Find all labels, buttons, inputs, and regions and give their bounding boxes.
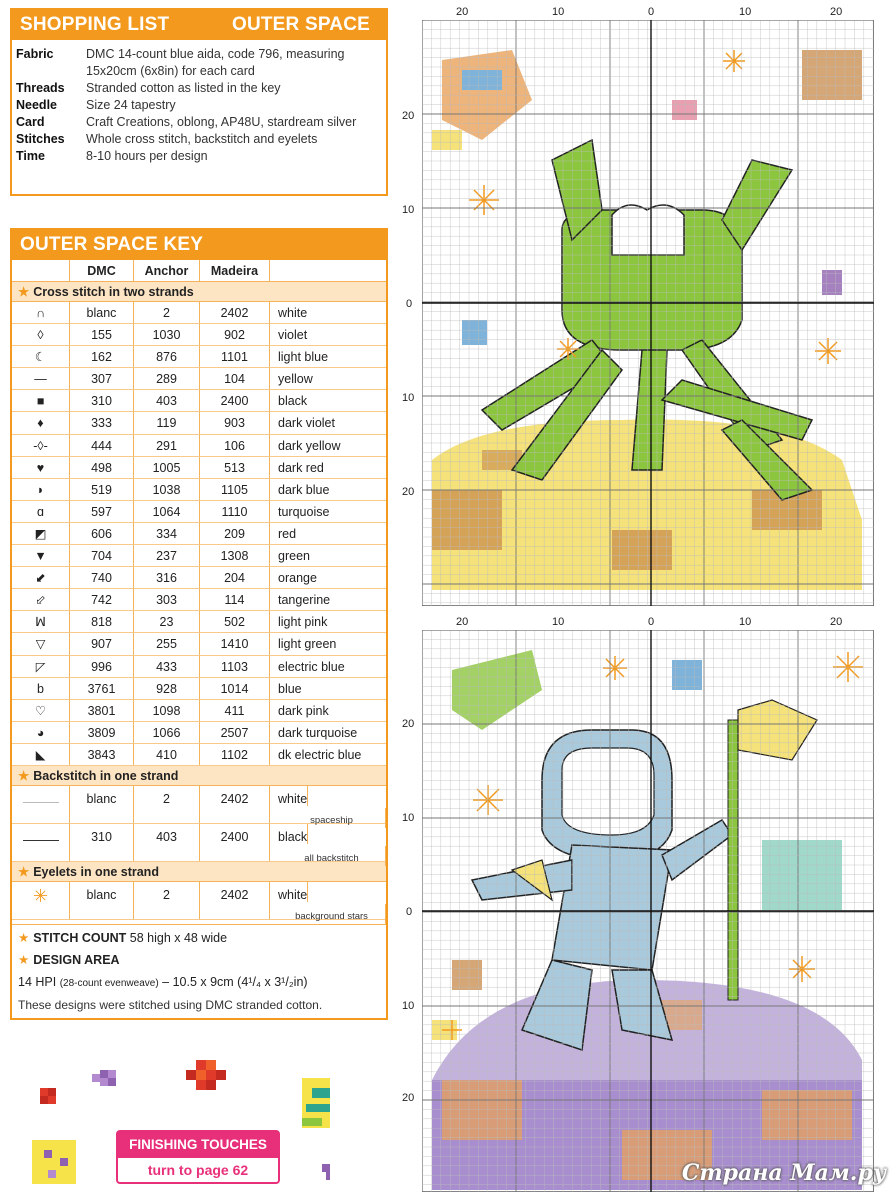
key-anchor: 316 — [134, 567, 200, 588]
key-anchor: 403 — [134, 390, 200, 411]
key-madeira: 411 — [200, 700, 270, 721]
axis-top-10-right: 10 — [739, 616, 752, 628]
key-madeira: 1014 — [200, 678, 270, 699]
key-madeira: 1101 — [200, 346, 270, 367]
key-colour-name: dk electric blue — [278, 747, 362, 762]
finishing-touches-badge[interactable] — [116, 1130, 280, 1184]
key-symbol: ▽ — [12, 633, 70, 654]
axis-side-0: 0 — [406, 298, 413, 310]
key-madeira: 2402 — [200, 302, 270, 323]
backstitch-line-white — [23, 802, 59, 803]
key-row — [12, 457, 386, 479]
key-symbol: ꟽ — [12, 611, 70, 632]
key-dmc: 704 — [70, 545, 134, 566]
key-madeira: 106 — [200, 435, 270, 456]
stitch-count: ★ STITCH COUNT 58 high x 48 wide — [18, 930, 228, 945]
key-dmc: 818 — [70, 611, 134, 632]
key-symbol: ■ — [12, 390, 70, 411]
key-symbol: b — [12, 678, 70, 699]
axis-side-20-bottom: 20 — [402, 486, 415, 498]
axis-top-10-left: 10 — [552, 616, 565, 628]
key-colour-name: violet — [278, 328, 308, 343]
key-row — [12, 589, 386, 611]
key-anchor: 334 — [134, 523, 200, 544]
key-symbol: -◊- — [12, 435, 70, 456]
backstitch-row-black: 310 403 2400 black all backstitch — [12, 824, 386, 862]
shop-row-needle: Needle Size 24 tapestry — [16, 98, 176, 112]
axis-side-20-bottom: 20 — [402, 1092, 415, 1104]
key-dmc: 996 — [70, 656, 134, 677]
axis-top-0: 0 — [648, 6, 655, 18]
key-dmc: blanc — [70, 302, 134, 323]
key-colour-name: black — [278, 394, 308, 409]
backstitch-line-black — [23, 840, 59, 841]
key-symbol: ⬃ — [12, 589, 70, 610]
key-madeira: 2507 — [200, 722, 270, 743]
star-icon: ★ — [18, 768, 30, 783]
key-colour-name: blue — [278, 681, 302, 696]
astronaut-chart — [402, 616, 874, 1192]
key-row — [12, 435, 386, 457]
key-colour-name: dark blue — [278, 482, 330, 497]
key-box — [10, 228, 388, 1020]
shopping-list-box — [10, 8, 388, 196]
alien-chart-svg — [422, 20, 874, 606]
key-colour-name: light green — [278, 637, 337, 652]
key-anchor: 1066 — [134, 722, 200, 743]
key-colour-name: orange — [278, 571, 317, 586]
key-dmc: 498 — [70, 457, 134, 478]
key-colour-name: white — [278, 306, 308, 320]
key-colour-name: tangerine — [278, 593, 331, 608]
shopping-list-title: SHOPPING LIST — [20, 14, 170, 35]
key-colour-name: dark pink — [278, 703, 329, 718]
key-row — [12, 390, 386, 412]
key-colour-name: light blue — [278, 350, 329, 365]
axis-side-20-top: 20 — [402, 110, 415, 122]
alien-chart — [402, 6, 874, 606]
key-symbol: ⬋ — [12, 567, 70, 588]
eyelet-row: ✳ blanc 2 2402 white background stars — [12, 882, 386, 920]
key-madeira: 903 — [200, 412, 270, 433]
key-madeira: 1410 — [200, 633, 270, 654]
key-anchor: 928 — [134, 678, 200, 699]
key-madeira: 114 — [200, 589, 270, 610]
axis-top-20-left: 20 — [456, 616, 469, 628]
header-dmc: DMC — [70, 260, 134, 281]
key-symbol: ☾ — [12, 346, 70, 367]
key-anchor: 876 — [134, 346, 200, 367]
key-dmc: 3809 — [70, 722, 134, 743]
key-symbol: — — [12, 368, 70, 389]
key-dmc: 333 — [70, 412, 134, 433]
key-madeira: 209 — [200, 523, 270, 544]
key-madeira: 204 — [200, 567, 270, 588]
key-colour-name: yellow — [278, 372, 313, 387]
key-anchor: 1098 — [134, 700, 200, 721]
dmc-note: These designs were stitched using DMC stranded cotton. — [18, 998, 323, 1012]
axis-side-10-bottom: 10 — [402, 1000, 415, 1012]
astronaut-chart-svg — [422, 630, 874, 1192]
key-dmc: 307 — [70, 368, 134, 389]
key-madeira: 1103 — [200, 656, 270, 677]
axis-top-10-right: 10 — [739, 6, 752, 18]
key-symbol: ♥ — [12, 457, 70, 478]
key-colour-name: dark red — [278, 460, 324, 475]
axis-top-10-left: 10 — [552, 6, 565, 18]
key-column-headers — [12, 260, 386, 282]
key-madeira: 1102 — [200, 744, 270, 765]
key-row — [12, 501, 386, 523]
design-area: ★ DESIGN AREA — [18, 952, 120, 967]
key-symbol: ◕ — [12, 722, 70, 743]
key-colour-name: electric blue — [278, 659, 345, 674]
shopping-list-theme: OUTER SPACE — [231, 14, 370, 35]
key-colour-name: red — [278, 526, 297, 541]
axis-top-20-left: 20 — [456, 6, 469, 18]
axis-side-0: 0 — [406, 906, 413, 918]
key-madeira: 2400 — [200, 390, 270, 411]
key-symbol: ♡ — [12, 700, 70, 721]
key-colour-name: dark violet — [278, 416, 335, 431]
key-anchor: 410 — [134, 744, 200, 765]
header-anchor: Anchor — [134, 260, 200, 281]
backstitch-section: ★ Backstitch in one strand — [12, 766, 386, 786]
key-madeira: 1105 — [200, 479, 270, 500]
key-colour-name: dark turquoise — [278, 725, 358, 740]
axis-side-10-top: 10 — [402, 812, 415, 824]
key-dmc: 519 — [70, 479, 134, 500]
axis-side-10-top: 10 — [402, 204, 415, 216]
finishing-touches-title: FINISHING TOUCHES — [118, 1132, 278, 1158]
key-symbol: ◊ — [12, 324, 70, 345]
cross-stitch-rows — [12, 302, 386, 766]
red-gem-small — [40, 1088, 56, 1104]
key-madeira: 902 — [200, 324, 270, 345]
violet-gem-bottom — [322, 1164, 330, 1180]
key-symbol: ▼ — [12, 545, 70, 566]
star-icon: ★ — [18, 930, 30, 945]
key-dmc: 3843 — [70, 744, 134, 765]
key-row — [12, 324, 386, 346]
eyelet-star-icon: ✳ — [12, 882, 70, 919]
key-title: OUTER SPACE KEY — [20, 234, 204, 255]
key-anchor: 2 — [134, 302, 200, 323]
star-icon: ★ — [18, 952, 30, 967]
shop-row-time: Time 8-10 hours per design — [16, 149, 208, 163]
star-icon: ★ — [18, 285, 30, 299]
shop-row-fabric: Fabric DMC 14-count blue aida, code 796, measuring 15x20cm (6x8in) for each card — [16, 47, 345, 78]
shop-row-stitches: Stitches Whole cross stitch, backstitch and eyelets — [16, 132, 318, 146]
key-madeira: 513 — [200, 457, 270, 478]
key-row — [12, 611, 386, 633]
yellow-planet-motif — [32, 1140, 76, 1184]
key-dmc: 907 — [70, 633, 134, 654]
site-watermark: Страна Мам.ру — [681, 1160, 886, 1186]
key-row — [12, 656, 386, 678]
key-anchor: 1005 — [134, 457, 200, 478]
key-anchor: 291 — [134, 435, 200, 456]
key-colour-name: green — [278, 549, 310, 564]
key-row — [12, 545, 386, 567]
key-anchor: 1064 — [134, 501, 200, 522]
key-symbol: ◩ — [12, 523, 70, 544]
key-row — [12, 368, 386, 390]
key-symbol: ♦ — [12, 412, 70, 433]
key-dmc: 444 — [70, 435, 134, 456]
key-anchor: 1030 — [134, 324, 200, 345]
key-symbol: ◣ — [12, 744, 70, 765]
key-madeira: 502 — [200, 611, 270, 632]
key-madeira: 1110 — [200, 501, 270, 522]
key-row — [12, 700, 386, 722]
key-dmc: 162 — [70, 346, 134, 367]
key-dmc: 606 — [70, 523, 134, 544]
key-row — [12, 412, 386, 434]
design-size: 14 HPI (28-count evenweave) – 10.5 x 9cm (4¹/₄ x 3¹/₂in) — [18, 974, 308, 989]
shop-row-threads: Threads Stranded cotton as listed in the key — [16, 81, 281, 95]
key-colour-name: turquoise — [278, 504, 330, 519]
key-header — [12, 230, 386, 260]
key-symbol: ◸ — [12, 656, 70, 677]
key-colour-name: light pink — [278, 615, 328, 630]
key-row — [12, 346, 386, 368]
key-row — [12, 567, 386, 589]
key-row — [12, 722, 386, 744]
eyelets-section: ★ Eyelets in one strand — [12, 862, 386, 882]
key-row — [12, 479, 386, 501]
finishing-touches-page-link[interactable]: turn to page 62 — [147, 1162, 249, 1178]
axis-top-20-right: 20 — [830, 6, 843, 18]
key-row — [12, 633, 386, 655]
key-dmc: 740 — [70, 567, 134, 588]
key-symbol: ◗ — [12, 479, 70, 500]
key-anchor: 23 — [134, 611, 200, 632]
key-dmc: 155 — [70, 324, 134, 345]
key-row — [12, 302, 386, 324]
key-dmc: 310 — [70, 390, 134, 411]
axis-top-20-right: 20 — [830, 616, 843, 628]
key-dmc: 3761 — [70, 678, 134, 699]
key-symbol: ɑ — [12, 501, 70, 522]
key-dmc: 597 — [70, 501, 134, 522]
axis-top-0: 0 — [648, 616, 655, 628]
violet-gem-small — [92, 1070, 116, 1086]
cross-stitch-section: ★ Cross stitch in two strands — [12, 282, 386, 302]
key-anchor: 289 — [134, 368, 200, 389]
star-icon: ★ — [18, 864, 30, 879]
key-anchor: 1038 — [134, 479, 200, 500]
key-row — [12, 523, 386, 545]
backstitch-row-white: blanc 2 2402 white spaceship — [12, 786, 386, 824]
key-anchor: 119 — [134, 412, 200, 433]
red-gem-large — [186, 1060, 226, 1090]
key-anchor: 255 — [134, 633, 200, 654]
axis-side-20-top: 20 — [402, 718, 415, 730]
key-row — [12, 678, 386, 700]
key-anchor: 303 — [134, 589, 200, 610]
key-row — [12, 744, 386, 766]
shop-row-card: Card Craft Creations, oblong, AP48U, stardream silver — [16, 115, 357, 129]
key-anchor: 433 — [134, 656, 200, 677]
key-dmc: 3801 — [70, 700, 134, 721]
key-dmc: 742 — [70, 589, 134, 610]
shopping-list-header — [12, 10, 386, 40]
green-planet-motif — [302, 1078, 330, 1128]
axis-side-10-bottom: 10 — [402, 392, 415, 404]
key-madeira: 1308 — [200, 545, 270, 566]
key-anchor: 237 — [134, 545, 200, 566]
key-madeira: 104 — [200, 368, 270, 389]
header-madeira: Madeira — [200, 260, 270, 281]
key-colour-name: dark yellow — [278, 438, 341, 453]
key-symbol: ∩ — [12, 302, 70, 323]
